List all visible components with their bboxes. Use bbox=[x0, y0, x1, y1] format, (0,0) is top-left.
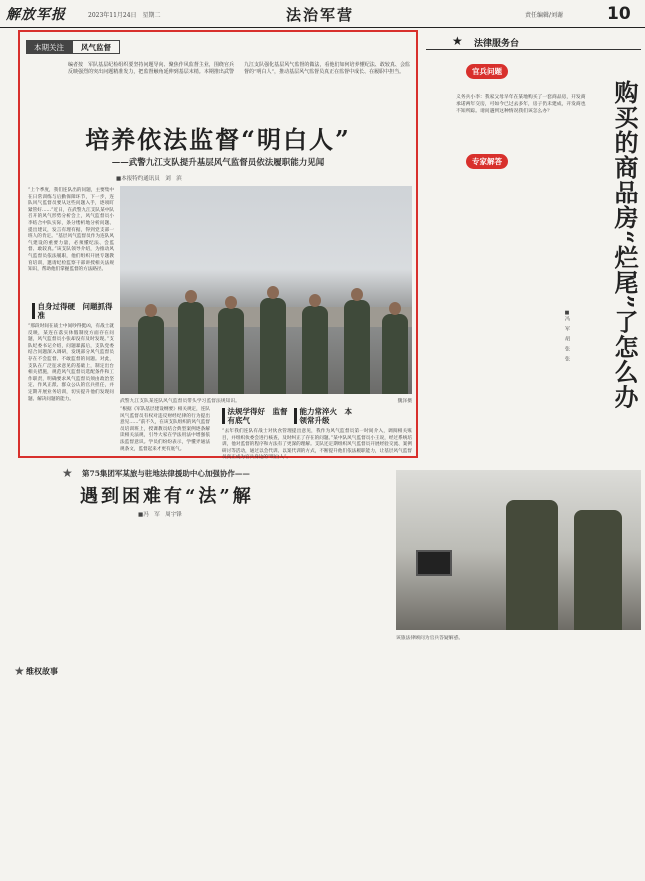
photo-caption bbox=[120, 397, 412, 404]
photo-soldier bbox=[138, 316, 164, 394]
bottom-byline: ■冯 军 周宇锋 bbox=[138, 512, 182, 518]
body-column-3: “去年我们连队有战士对伙食管理提出意见，我作为风气监督员第一时间介入，调阅相关账目，并组织伙委会进行核查，及时纠正了存在的问题。”某中队风气监督员小王说，经过系统培训，他对监督的程序和方法有了更深的理解。支队还定期组织风气监督员开展经验交流、案例研讨等活动，通过以会代训、以案代训的方式，不断提升他们依法履职能力，让基层风气监督员真正成为官兵身边的“明白人”。 bbox=[222, 429, 412, 461]
issue-date: 2023年11月24日 星期二 bbox=[88, 12, 161, 19]
photo-credit: 魏泽摄 bbox=[397, 399, 412, 404]
editor-note: 编者按 军队基层纪检组织要坚持问题导向、聚焦作风监督主业，围绕官兵反映强烈的突出问题精准发力，把监督触角延伸到基层末梢。本期推出武警九江支队强化基层风气监督的做法，看他们如何培养懂纪法、敢较真、会监督的“明白人”，推动基层风气监督员真正在监督中成长、在履职中担当。 bbox=[68, 62, 410, 75]
subtitle-3-text: 能力常淬火 本领常升级 bbox=[299, 407, 352, 425]
tag-expert: 专家解答 bbox=[466, 154, 508, 169]
page-number: 10 bbox=[607, 4, 631, 24]
photo-soldier bbox=[382, 314, 408, 394]
subtitle-1-text: 自身过得硬 问题抓得准 bbox=[37, 302, 113, 320]
star-icon: ★ bbox=[62, 466, 73, 480]
answer-text bbox=[430, 172, 560, 452]
topic-tagbar bbox=[26, 40, 120, 54]
body-column-2: “根据《军队基层建设纲要》相关规定，连队风气监督员有权对违反财经纪律的行为提出意见……”前不久，在该支队组织的风气监督员培训班上，授课教员结合典型案例逐条解读相关法规，引导大家在学法用法中增强依法监督意识。学员们纷纷表示，学懂弄通法规条文，监督起来才更有底气。 bbox=[120, 407, 210, 452]
vertical-headline: 购买的商品房“烂尾”了怎么办 bbox=[610, 80, 639, 410]
story-label: 维权故事 bbox=[26, 667, 58, 676]
tag-topic: 风气监督 bbox=[72, 40, 120, 54]
photo-person bbox=[574, 510, 622, 630]
subtitle-3 bbox=[294, 407, 356, 425]
editor-credit: 责任编辑/刘谢 bbox=[525, 12, 564, 19]
story-column-3 bbox=[260, 684, 390, 874]
photo-soldier bbox=[344, 300, 370, 394]
feature-photo bbox=[120, 186, 412, 394]
bottom-photo bbox=[396, 470, 641, 630]
vertical-byline: ■冯 军 胡 张 张 bbox=[564, 310, 570, 361]
tag-interview: 官兵问题 bbox=[466, 64, 508, 79]
subtitle-bar bbox=[32, 303, 35, 319]
newspaper-logo: 解放军报 bbox=[6, 7, 66, 23]
photo-soldier bbox=[260, 298, 286, 394]
photo-soldier bbox=[178, 302, 204, 394]
body-column-1b: “那段时间在战士中间吵得挺凶，有战士就反映，某连在落实休假制度方面存在问题，风气监督员小张却没有及时发现。”支队纪委书记介绍，问题暴露后，支队党委结合问题深入调研，发现部分风气监督员存在不会监督、不敢监督的问题。对此，支队在广泛征求意见的基础上，制定出台相关措施，规范风气监督员选配条件和工作职责，明确要求风气监督员须由政治坚定、作风正派、群众公认的官兵担任，并定期开展业务培训，切实提升他们发现问题、解决问题的能力。 bbox=[28, 324, 114, 402]
photo-caption-text: 武警九江支队某连队风气监督员带头学习监督法规知识。 bbox=[120, 399, 240, 404]
question-text: 义务兵小李：我家父母早年在某地购买了一套商品房，开发商承诺两年交房，可如今已过去多年，房子仍未建成，开发商也不知所踪。请问遇到这种情况我们该怎么办？ bbox=[456, 95, 586, 114]
bottom-photo-caption: 该旅法律顾问为官兵答疑解惑。 bbox=[396, 636, 464, 641]
star-icon: ★ bbox=[14, 664, 25, 678]
tag-focus: 本期关注 bbox=[26, 40, 72, 54]
star-icon: ★ bbox=[452, 34, 463, 48]
subtitle-2-text: 法规学得好 监督有底气 bbox=[227, 407, 288, 425]
photo-person bbox=[506, 500, 558, 630]
legal-service-title: 法律服务台 bbox=[474, 39, 520, 49]
article-headline: 培养依法监督“明白人” bbox=[85, 125, 351, 154]
story-column-1 bbox=[18, 684, 118, 874]
photo-soldier bbox=[302, 306, 328, 394]
subtitle-2 bbox=[222, 407, 288, 425]
bottom-headline: 遇到困难有“法”解 bbox=[80, 486, 254, 507]
article-byline: ■本报特约通讯员 刘 滨 bbox=[116, 176, 182, 182]
feature-article bbox=[18, 30, 418, 461]
photo-soldier bbox=[218, 308, 244, 394]
body-column-1: “上个季度，我们连队出的问题，主要集中在日常训练与后勤保障环节，下一步，连队风气监督员要从这些问题入手，逐项盯紧管好……”近日，在武警九江支队某中队召开的风气形势分析会上，风气监督员小李结合中队实际，条分缕析地分析问题、提出建议，发言有理有据，得到党支部一班人的肯定。“基层风气监督员作为连队风气建设的重要力量，必须懂纪法、会监督、敢较真。”该支队领导介绍，为推动风气监督员依法履职，他们组织开展专题教育培训，邀请纪检监察干部讲授相关法规知识，帮助他们掌握监督的方法路径。 bbox=[28, 188, 114, 273]
legal-service-column bbox=[426, 30, 641, 458]
legal-service-header bbox=[426, 34, 641, 50]
photo-monitor bbox=[416, 550, 452, 576]
bottom-kicker: 第75集团军某旅与驻地法律援助中心加强协作—— bbox=[82, 469, 250, 478]
story-column-2 bbox=[124, 684, 254, 874]
section-title: 法治军营 bbox=[286, 6, 355, 24]
subtitle-1 bbox=[32, 302, 116, 320]
article-subhead: ——武警九江支队提升基层风气监督员依法履职能力见闻 bbox=[111, 158, 325, 168]
masthead bbox=[0, 0, 645, 28]
